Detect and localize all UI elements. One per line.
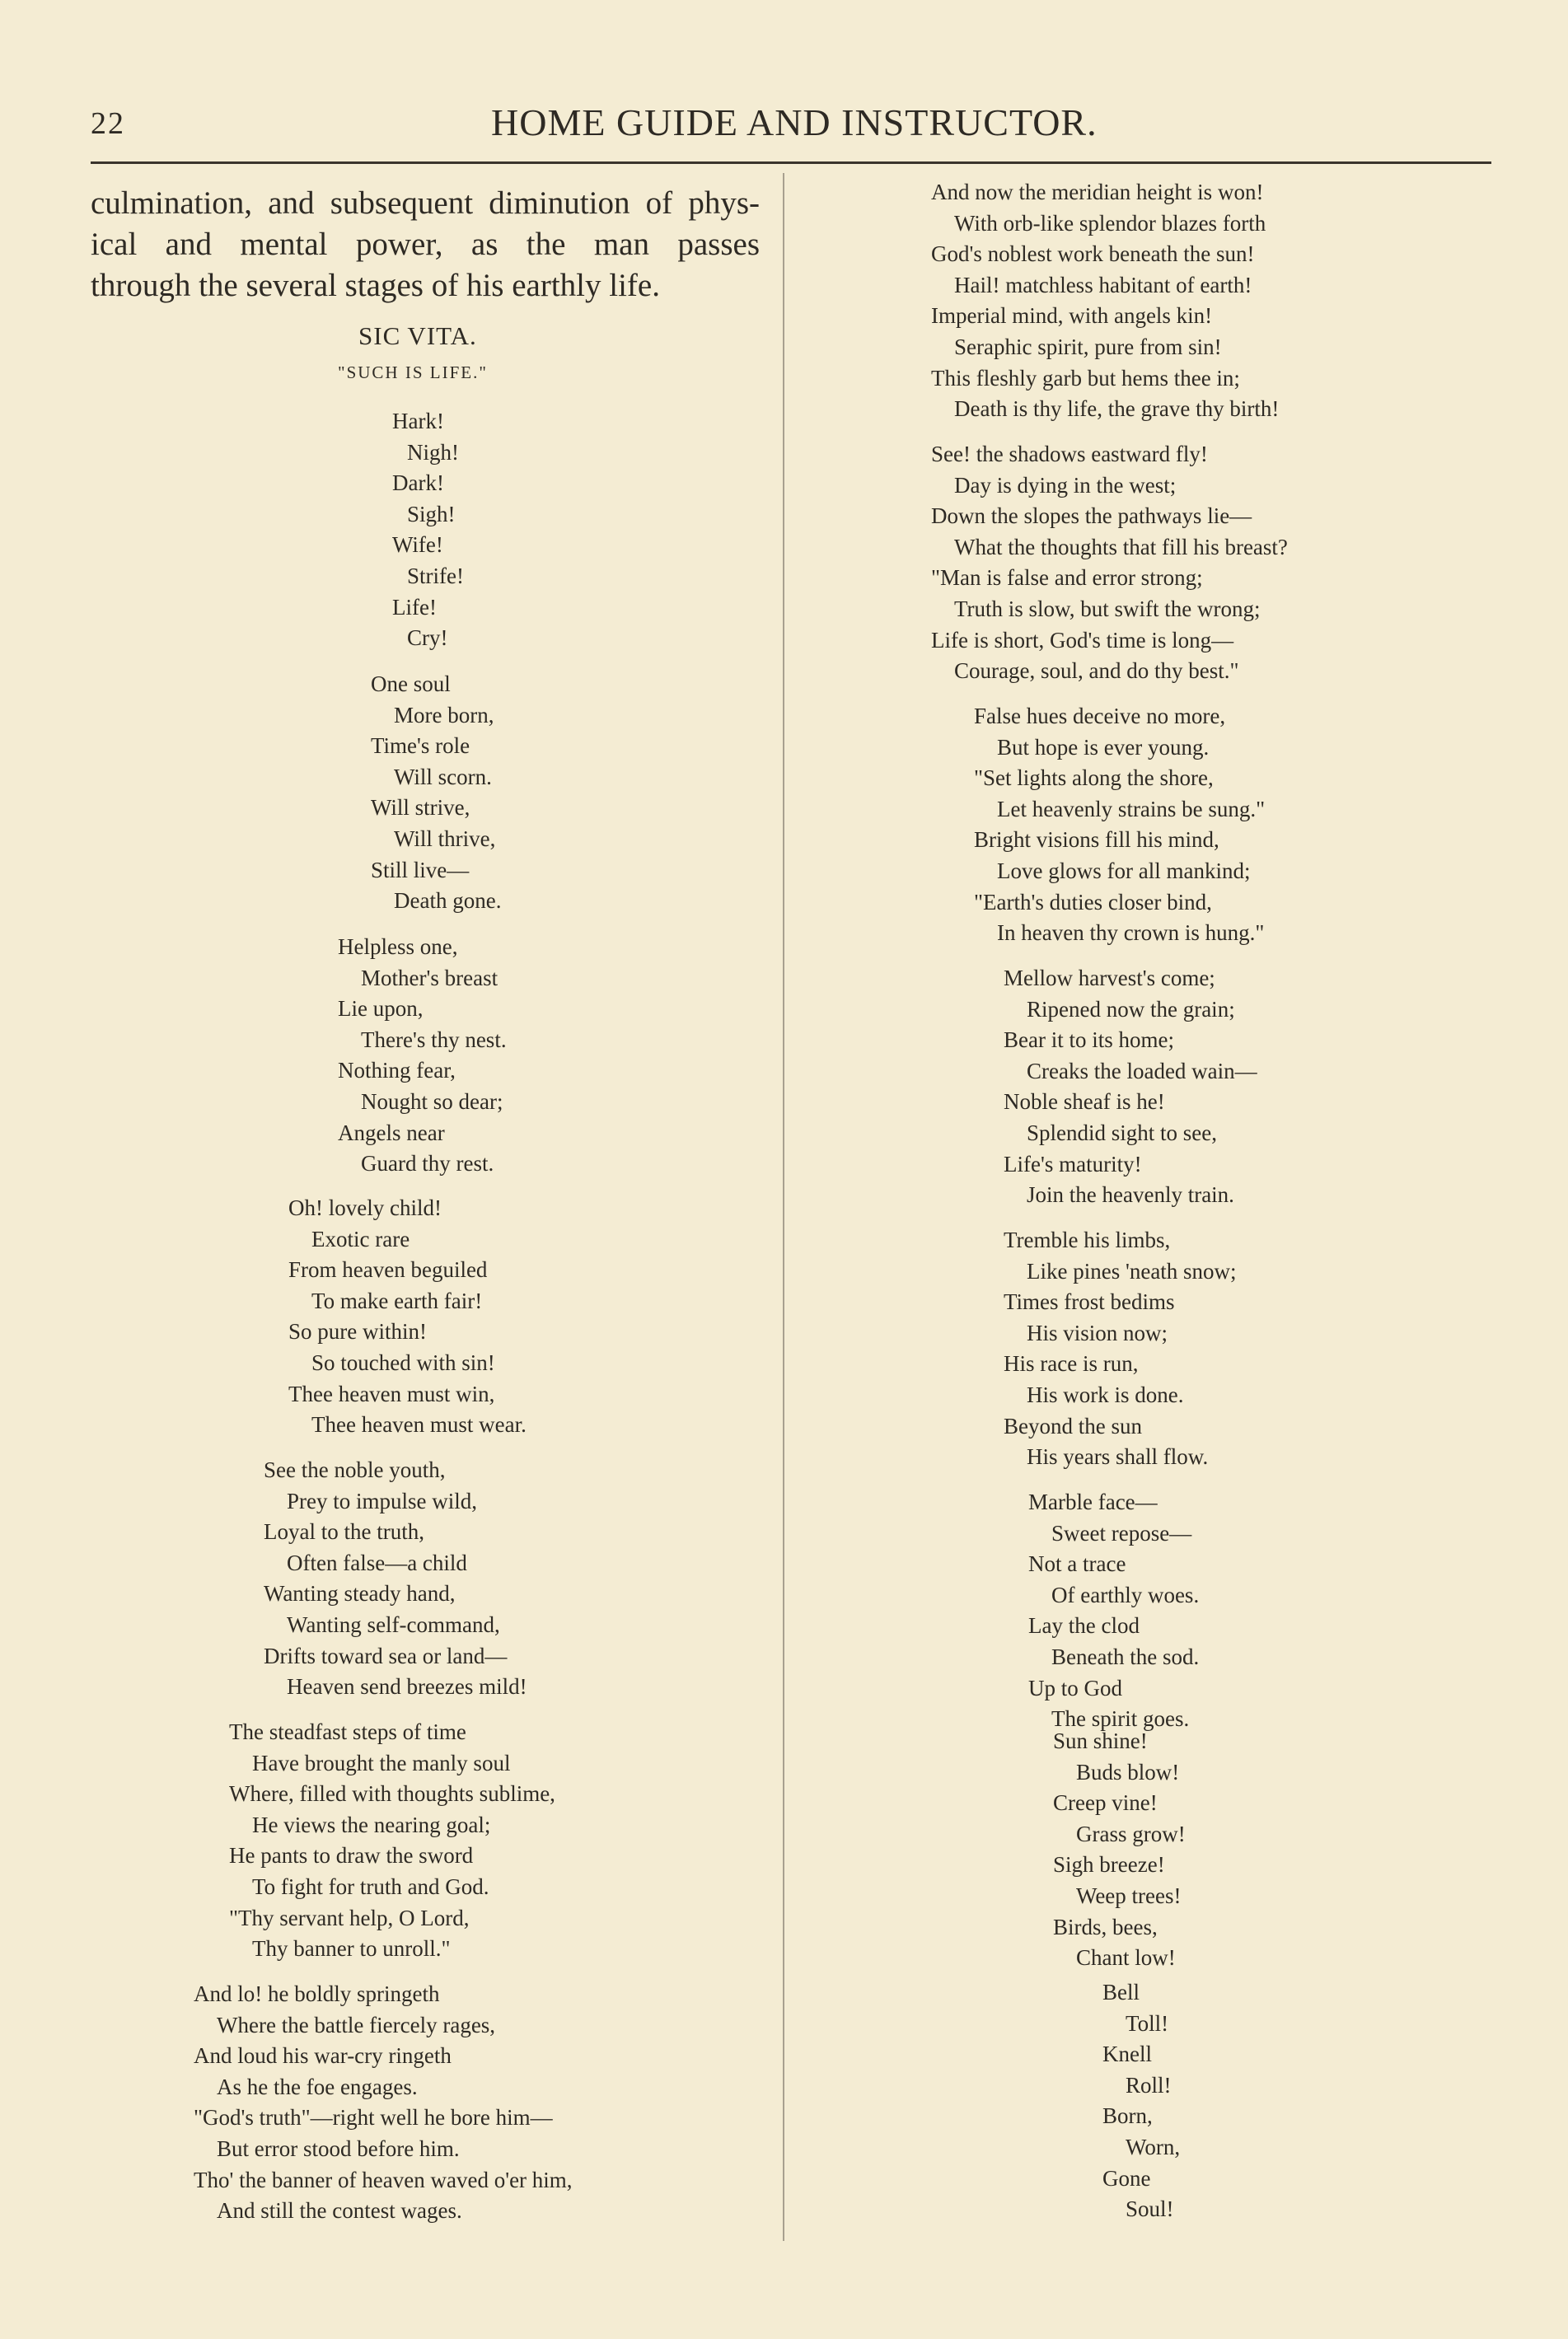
stanza	[1053, 1726, 1186, 1974]
poem-line: With orb-like splendor blazes forth	[954, 210, 1266, 236]
stanza	[931, 177, 1279, 425]
poem-line: Often false—a child	[287, 1550, 467, 1575]
poem-line: More born,	[394, 702, 494, 727]
poem-line: Nothing fear,	[338, 1058, 456, 1083]
poem-line: Toll!	[1126, 2010, 1169, 2036]
poem-line: Oh! lovely child!	[288, 1195, 442, 1220]
poem-line: Grass grow!	[1076, 1821, 1186, 1846]
page-header	[0, 97, 1568, 147]
poem-line: Ripened now the grain;	[1027, 996, 1235, 1022]
poem-line: Bright visions fill his mind,	[974, 827, 1219, 853]
poem-line: Hail! matchless habitant of earth!	[954, 272, 1252, 297]
poem-line: Creep vine!	[1053, 1790, 1158, 1816]
poem-title: SIC VITA.	[358, 321, 477, 350]
poem-line: Noble sheaf is he!	[1004, 1089, 1165, 1115]
poem-line: Nought so dear;	[361, 1088, 503, 1114]
poem-line: Dark!	[392, 470, 444, 496]
poem-line: Birds, bees,	[1053, 1914, 1158, 1939]
poem-line: Day is dying in the west;	[954, 472, 1177, 498]
poem-line: So pure within!	[288, 1319, 427, 1345]
poem-line: Sigh breeze!	[1053, 1852, 1165, 1878]
poem-line: Life's maturity!	[1004, 1151, 1142, 1177]
poem-line: In heaven thy crown is hung."	[997, 920, 1265, 946]
poem-line: Prey to impulse wild,	[287, 1488, 477, 1513]
poem-line: What the thoughts that fill his breast?	[954, 534, 1288, 559]
poem-line: Marble face—	[1028, 1490, 1158, 1514]
poem-line: To fight for truth and God.	[252, 1874, 489, 1899]
poem-line: Mellow harvest's come;	[1004, 966, 1215, 990]
poem-line: Down the slopes the pathways lie—	[931, 503, 1252, 529]
poem-line: Still live—	[371, 857, 470, 882]
poem-line: Death gone.	[394, 888, 502, 914]
poem-line: Truth is slow, but swift the wrong;	[954, 596, 1261, 621]
poem-line: There's thy nest.	[361, 1027, 507, 1052]
intro-line: ical and mental power, as the man passes	[91, 227, 760, 262]
poem-line: Time's role	[371, 733, 470, 759]
poem-line: From heaven beguiled	[288, 1257, 488, 1283]
poem-line: And now the meridian height is won!	[931, 180, 1264, 204]
poem-line: Guard thy rest.	[361, 1151, 494, 1177]
poem-line: Knell	[1102, 2042, 1152, 2067]
stanza	[338, 932, 507, 1180]
poem-line: Have brought the manly soul	[252, 1750, 511, 1775]
poem-line: One soul	[371, 671, 451, 696]
poem-line: Join the heavenly train.	[1027, 1182, 1234, 1208]
poem-line: Will thrive,	[394, 826, 496, 851]
poem-line: Weep trees!	[1076, 1883, 1182, 1908]
poem-line: Roll!	[1126, 2072, 1172, 2098]
stanza	[931, 439, 1288, 687]
poem-line: His years shall flow.	[1027, 1444, 1209, 1470]
poem-line: "Set lights along the shore,	[974, 765, 1214, 791]
poem-line: "God's truth"—right well he bore him—	[194, 2105, 553, 2131]
poem-line: See the noble youth,	[264, 1457, 446, 1482]
poem-line: Where the battle fiercely rages,	[217, 2012, 496, 2037]
poem-line: Sigh!	[407, 501, 456, 526]
poem-line: Strife!	[407, 563, 464, 588]
stanza	[392, 406, 464, 654]
running-title: HOME GUIDE AND INSTRUCTOR.	[491, 101, 1098, 143]
column-divider	[783, 173, 784, 2241]
poem-subtitle: "SUCH IS LIFE."	[338, 363, 488, 382]
poem-line: Where, filled with thoughts sublime,	[229, 1781, 555, 1807]
stanza	[1004, 963, 1257, 1211]
poem-line: Hark!	[392, 409, 444, 433]
poem-line: Angels near	[338, 1120, 445, 1145]
poem-line: Wife!	[392, 532, 443, 558]
poem-line: Heaven send breezes mild!	[287, 1674, 527, 1700]
poem-line: "Man is false and error strong;	[931, 565, 1203, 591]
poem-line: Wanting steady hand,	[264, 1581, 456, 1607]
poem-line: Bell	[1102, 1980, 1140, 2005]
intro-line: through the several stages of his earthly life.	[91, 268, 660, 303]
page-number: 22	[91, 106, 125, 141]
poem-line: Mother's breast	[361, 965, 498, 990]
poem-line: Soul!	[1126, 2196, 1174, 2222]
poem-line: Wanting self-command,	[287, 1612, 500, 1637]
poem-line: The steadfast steps of time	[229, 1719, 466, 1744]
poem-line: Let heavenly strains be sung."	[997, 796, 1266, 821]
poem-line: Drifts toward sea or land—	[264, 1643, 508, 1668]
poem-line: Of earthly woes.	[1051, 1582, 1200, 1607]
stanza	[1004, 1225, 1237, 1473]
poem-line: Thy banner to unroll."	[252, 1936, 451, 1962]
stanza	[194, 1979, 573, 2227]
poem-line: Times frost bedims	[1004, 1289, 1175, 1315]
poem-line: See! the shadows eastward fly!	[931, 442, 1208, 466]
poem-line: But error stood before him.	[217, 2136, 460, 2161]
stanza	[974, 701, 1265, 949]
poem-line: "Earth's duties closer bind,	[974, 889, 1212, 915]
poem-line: Not a trace	[1028, 1551, 1126, 1577]
poem-line: His vision now;	[1027, 1320, 1168, 1345]
stanza	[371, 669, 501, 917]
poem-line: Buds blow!	[1076, 1759, 1180, 1785]
stanza	[264, 1455, 527, 1703]
poem-line: Born,	[1102, 2103, 1153, 2129]
poem-line: Loyal to the truth,	[264, 1519, 424, 1545]
poem-line: God's noblest work beneath the sun!	[931, 241, 1255, 267]
stanza	[1102, 1977, 1180, 2225]
poem-line: Exotic rare	[311, 1226, 410, 1251]
poem-line: The spirit goes.	[1051, 1706, 1190, 1732]
header-rule	[91, 161, 1491, 164]
poem-line: Up to God	[1028, 1675, 1122, 1700]
poem-line: "Thy servant help, O Lord,	[229, 1905, 470, 1930]
poem-line: To make earth fair!	[311, 1288, 483, 1313]
poem-line: Sun shine!	[1053, 1729, 1148, 1753]
intro-line: culmination, and subsequent diminution of phys-	[91, 185, 760, 221]
poem-line: Love glows for all mankind;	[997, 858, 1251, 883]
poem-line: He pants to draw the sword	[229, 1843, 474, 1869]
poem-line: Worn,	[1126, 2134, 1181, 2159]
poem-line: Thee heaven must win,	[288, 1381, 495, 1406]
poem-line: And lo! he boldly springeth	[194, 1981, 440, 2006]
poem-line: Tho' the banner of heaven waved o'er him,	[194, 2167, 573, 2192]
stanza	[1028, 1487, 1199, 1735]
poem-line: Life is short, God's time is long—	[931, 627, 1234, 653]
poem-line: Creaks the loaded wain—	[1027, 1058, 1257, 1083]
poem-line: And loud his war-cry ringeth	[194, 2043, 452, 2069]
poem-line: Lay the clod	[1028, 1613, 1140, 1639]
poem-line: Imperial mind, with angels kin!	[931, 303, 1213, 329]
poem-line: His work is done.	[1027, 1382, 1184, 1407]
poem-line: Like pines 'neath snow;	[1027, 1258, 1237, 1284]
stanza	[229, 1717, 555, 1965]
poem-line: False hues deceive no more,	[974, 704, 1226, 728]
poem-line: Cry!	[407, 625, 448, 651]
poem-line: So touched with sin!	[311, 1350, 495, 1375]
intro-paragraph	[91, 183, 760, 306]
poem-line: Beneath the sod.	[1051, 1644, 1200, 1669]
poem-line: Lie upon,	[338, 996, 424, 1022]
poem-line: Will scorn.	[394, 764, 492, 789]
poem-line: Gone	[1102, 2165, 1151, 2191]
poem-line: Tremble his limbs,	[1004, 1228, 1171, 1252]
poem-line: Sweet repose—	[1051, 1520, 1192, 1546]
poem-line: His race is run,	[1004, 1351, 1139, 1377]
stanza	[288, 1193, 527, 1441]
poem-line: Will strive,	[371, 795, 470, 821]
poem-line: Nigh!	[407, 439, 459, 465]
poem-line: Chant low!	[1076, 1945, 1176, 1971]
poem-line: But hope is ever young.	[997, 734, 1210, 760]
poem-line: Courage, soul, and do thy best."	[954, 658, 1239, 684]
poem-line: Thee heaven must wear.	[311, 1412, 527, 1438]
poem-line: He views the nearing goal;	[252, 1812, 491, 1837]
poem-line: Beyond the sun	[1004, 1413, 1142, 1438]
poem-line: Life!	[392, 594, 437, 620]
poem-line: And still the contest wages.	[217, 2198, 462, 2224]
poem-line: Splendid sight to see,	[1027, 1120, 1217, 1145]
poem-line: Bear it to its home;	[1004, 1027, 1174, 1053]
poem-line: Death is thy life, the grave thy birth!	[954, 396, 1280, 422]
poem-line: Helpless one,	[338, 934, 458, 959]
poem-line: This fleshly garb but hems thee in;	[931, 365, 1240, 391]
poem-line: Seraphic spirit, pure from sin!	[954, 334, 1222, 359]
poem-line: As he the foe engages.	[217, 2074, 418, 2099]
